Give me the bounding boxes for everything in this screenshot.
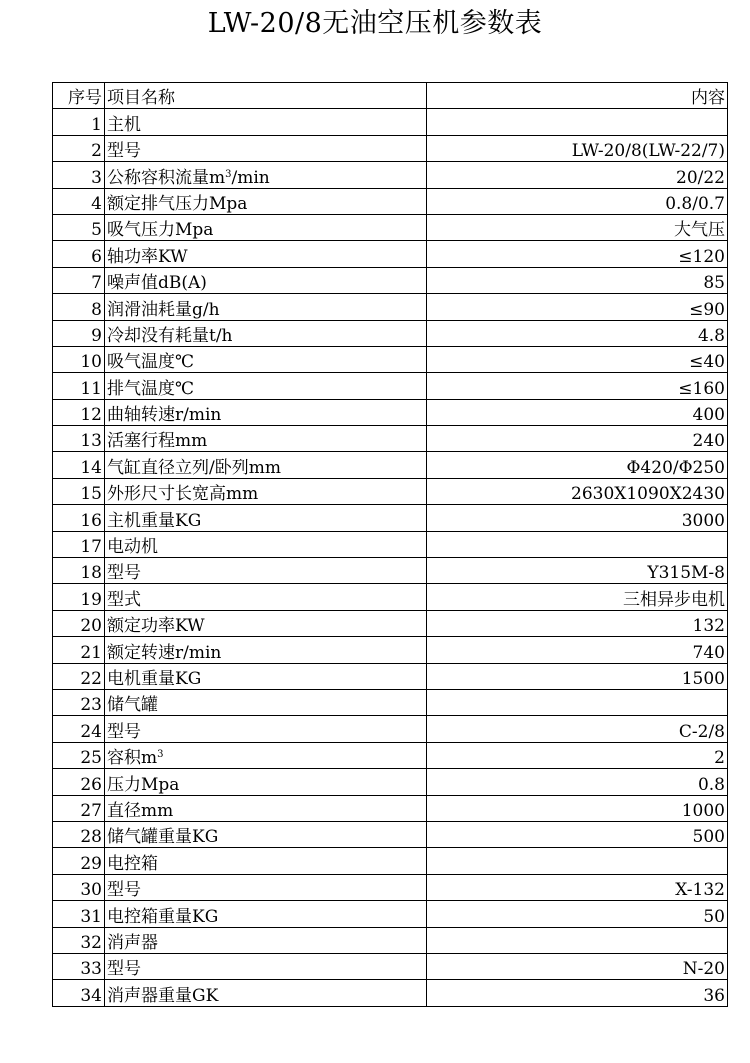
table-row	[53, 241, 728, 267]
row-item-name: 额定转速r/min	[105, 637, 427, 663]
row-item-name: 活塞行程mm	[105, 426, 427, 452]
row-no: 8	[53, 294, 105, 320]
row-no: 22	[53, 663, 105, 689]
table-header-row	[53, 83, 728, 109]
row-value: ≤40	[427, 346, 728, 372]
row-value	[427, 927, 728, 953]
row-no: 26	[53, 769, 105, 795]
table-row	[53, 135, 728, 161]
row-no: 4	[53, 188, 105, 214]
row-value: 240	[427, 426, 728, 452]
row-no: 30	[53, 874, 105, 900]
row-item-name: 电控箱	[105, 848, 427, 874]
table-row	[53, 267, 728, 293]
row-no: 17	[53, 531, 105, 557]
row-item-name: 主机	[105, 109, 427, 135]
table-row	[53, 637, 728, 663]
row-item-name: 储气罐重量KG	[105, 821, 427, 847]
row-item-name: 冷却没有耗量t/h	[105, 320, 427, 346]
table-row	[53, 426, 728, 452]
row-value: 36	[427, 980, 728, 1006]
row-no: 28	[53, 821, 105, 847]
row-value: 50	[427, 901, 728, 927]
row-value: 1000	[427, 795, 728, 821]
page-title: LW-20/8无油空压机参数表	[207, 8, 543, 39]
row-item-name: 气缸直径立列/卧列mm	[105, 452, 427, 478]
table-row	[53, 452, 728, 478]
row-no: 21	[53, 637, 105, 663]
row-value	[427, 109, 728, 135]
row-value: X-132	[427, 874, 728, 900]
row-no: 11	[53, 373, 105, 399]
row-item-name: 轴功率KW	[105, 241, 427, 267]
row-value: N-20	[427, 953, 728, 979]
table-row	[53, 663, 728, 689]
row-value: 1500	[427, 663, 728, 689]
row-value: Y315M-8	[427, 558, 728, 584]
row-no: 5	[53, 214, 105, 240]
table-row	[53, 214, 728, 240]
row-no: 9	[53, 320, 105, 346]
row-item-name: 储气罐	[105, 689, 427, 715]
row-item-name: 型号	[105, 953, 427, 979]
row-no: 1	[53, 109, 105, 135]
row-item-name: 消声器	[105, 927, 427, 953]
row-no: 2	[53, 135, 105, 161]
row-item-name: 压力Mpa	[105, 769, 427, 795]
table-row	[53, 320, 728, 346]
row-item-name: 曲轴转速r/min	[105, 399, 427, 425]
row-item-name: 型式	[105, 584, 427, 610]
row-no: 34	[53, 980, 105, 1006]
table-row	[53, 848, 728, 874]
table-row	[53, 795, 728, 821]
row-item-name: 额定功率KW	[105, 610, 427, 636]
row-value: 500	[427, 821, 728, 847]
row-item-name: 型号	[105, 874, 427, 900]
parameter-table	[52, 82, 728, 1007]
item-name-text: 公称容积流量m	[107, 167, 226, 188]
row-value: 0.8/0.7	[427, 188, 728, 214]
parameter-table-body	[53, 83, 728, 1007]
row-no: 18	[53, 558, 105, 584]
row-value: C-2/8	[427, 716, 728, 742]
row-no: 16	[53, 505, 105, 531]
row-no: 25	[53, 742, 105, 768]
row-value: 20/22	[427, 162, 728, 188]
row-no: 7	[53, 267, 105, 293]
row-value: 85	[427, 267, 728, 293]
row-value: 2	[427, 742, 728, 768]
table-row	[53, 346, 728, 372]
table-row	[53, 901, 728, 927]
row-item-name: 额定排气压力Mpa	[105, 188, 427, 214]
row-no: 12	[53, 399, 105, 425]
row-no: 10	[53, 346, 105, 372]
row-item-name: 消声器重量GK	[105, 980, 427, 1006]
table-row	[53, 478, 728, 504]
row-item-name: 外形尺寸长宽高mm	[105, 478, 427, 504]
table-row	[53, 874, 728, 900]
unit-superscript: 3	[225, 168, 232, 180]
row-value: 740	[427, 637, 728, 663]
header-name: 项目名称	[105, 83, 427, 109]
row-value: 4.8	[427, 320, 728, 346]
table-row	[53, 953, 728, 979]
table-row	[53, 294, 728, 320]
table-row	[53, 373, 728, 399]
unit-superscript: 3	[157, 749, 164, 761]
row-item-name: 型号	[105, 558, 427, 584]
table-row	[53, 531, 728, 557]
row-item-name: 噪声值dB(A)	[105, 267, 427, 293]
table-row	[53, 821, 728, 847]
table-row	[53, 716, 728, 742]
row-no: 24	[53, 716, 105, 742]
item-name-text: 容积m	[107, 748, 158, 769]
header-value: 内容	[427, 83, 728, 109]
row-value: 3000	[427, 505, 728, 531]
table-row	[53, 980, 728, 1006]
table-row	[53, 927, 728, 953]
row-no: 33	[53, 953, 105, 979]
row-item-name	[105, 742, 427, 768]
row-value: ≤90	[427, 294, 728, 320]
row-item-name: 吸气温度℃	[105, 346, 427, 372]
row-no: 13	[53, 426, 105, 452]
row-no: 20	[53, 610, 105, 636]
row-no: 27	[53, 795, 105, 821]
row-value: ≤120	[427, 241, 728, 267]
row-item-name: 排气温度℃	[105, 373, 427, 399]
table-row	[53, 742, 728, 768]
row-value: 132	[427, 610, 728, 636]
table-row	[53, 769, 728, 795]
row-no: 31	[53, 901, 105, 927]
row-item-name	[105, 162, 427, 188]
table-row	[53, 109, 728, 135]
header-no: 序号	[53, 83, 105, 109]
row-no: 6	[53, 241, 105, 267]
row-value: LW-20/8(LW-22/7)	[427, 135, 728, 161]
row-item-name: 吸气压力Mpa	[105, 214, 427, 240]
table-row	[53, 584, 728, 610]
row-item-name: 直径mm	[105, 795, 427, 821]
row-item-name: 电控箱重量KG	[105, 901, 427, 927]
row-item-name: 型号	[105, 135, 427, 161]
table-row	[53, 610, 728, 636]
row-value: 大气压	[427, 214, 728, 240]
row-item-name: 主机重量KG	[105, 505, 427, 531]
row-value: ≤160	[427, 373, 728, 399]
table-row	[53, 188, 728, 214]
table-row	[53, 689, 728, 715]
row-no: 3	[53, 162, 105, 188]
row-item-name: 型号	[105, 716, 427, 742]
row-item-name: 电机重量KG	[105, 663, 427, 689]
table-row	[53, 558, 728, 584]
row-value: 0.8	[427, 769, 728, 795]
row-no: 19	[53, 584, 105, 610]
row-value	[427, 531, 728, 557]
table-row	[53, 162, 728, 188]
row-value: 2630X1090X2430	[427, 478, 728, 504]
row-no: 15	[53, 478, 105, 504]
table-row	[53, 505, 728, 531]
row-no: 14	[53, 452, 105, 478]
row-item-name: 电动机	[105, 531, 427, 557]
row-no: 32	[53, 927, 105, 953]
row-value	[427, 689, 728, 715]
row-no: 23	[53, 689, 105, 715]
row-value: Φ420/Φ250	[427, 452, 728, 478]
row-value: 三相异步电机	[427, 584, 728, 610]
row-no: 29	[53, 848, 105, 874]
table-row	[53, 399, 728, 425]
row-item-name: 润滑油耗量g/h	[105, 294, 427, 320]
item-name-suffix: /min	[231, 167, 270, 188]
row-value	[427, 848, 728, 874]
row-value: 400	[427, 399, 728, 425]
